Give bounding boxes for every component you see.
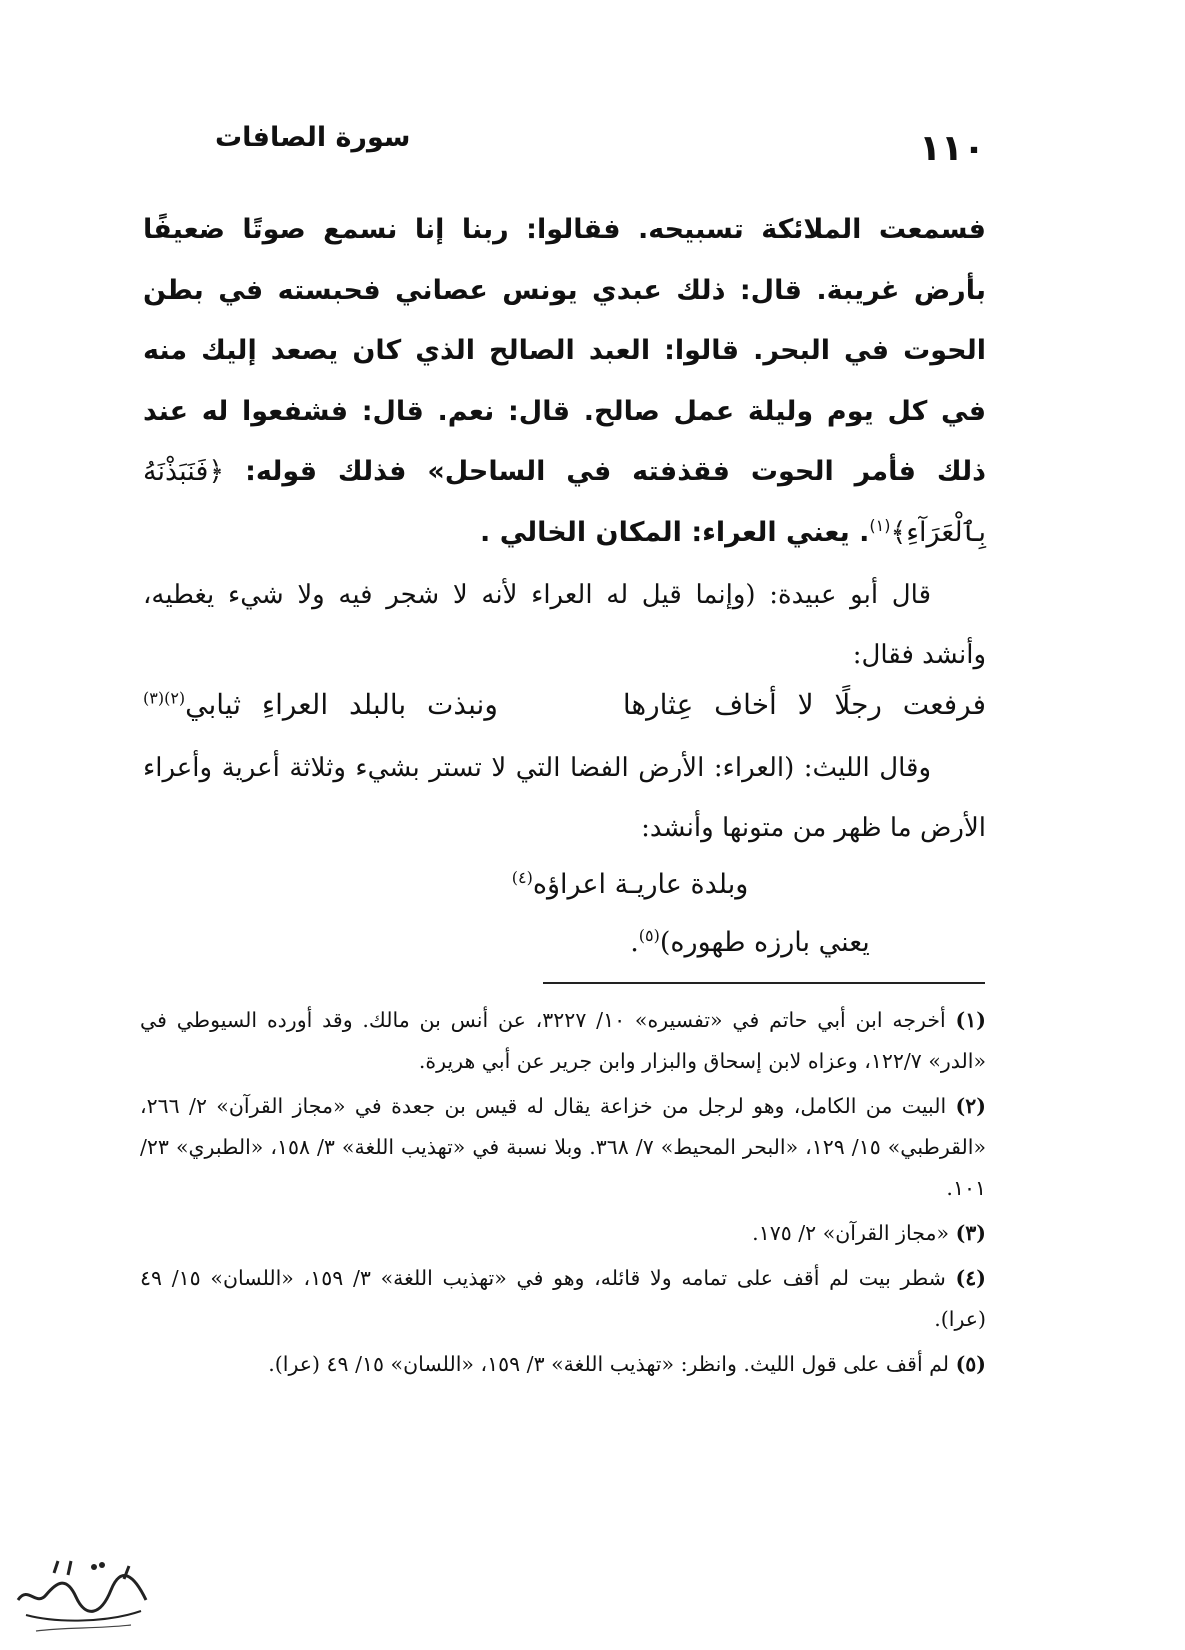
closing-period: . [630,927,639,958]
footnote-number: (١) [955,1008,986,1032]
footnote-text: البيت من الكامل، وهو لرجل من خزاعة يقال له قيس بن جعدة في «مجاز القرآن» ٢/ ٢٦٦، «القرطبي» ١٥/ ١٢٩، «البحر المحيط» ٧/ ٣٦٨. وبلا نسبة في «تهذيب اللغة» ٣/ ١٥٨، «الطبري» ٢٣/ ١٠١. [140,1094,987,1200]
main-paragraph [143,200,986,563]
verse-second-half: ونبذت بالبلد العراءِ ثيابي [185,688,498,721]
footnote-ref[interactable]: (١) [869,515,891,535]
footnote-item [140,1213,986,1254]
footnote-item [140,1258,986,1340]
footnote-text: أخرجه ابن أبي حاتم في «تفسيره» ١٠/ ٣٢٢٧، عن أنس بن مالك. وقد أورده السيوطي في «الدر» ١٢٢/٧، وعزاه لابن إسحاق والبزار وابن جرير عن أبي هريرة. [140,1008,986,1073]
layth-paragraph: وقال الليث: (العراء: الأرض الفضا التي لا تستر بشيء وثلاثة أعرية وأعراء الأرض ما ظهر من متونها وأنشد: [143,753,986,843]
footnote-item [140,1344,986,1385]
main-paragraph-text: فسمعت الملائكة تسبيحه. فقالوا: ربنا إنا نسمع صوتًا ضعيفًا بأرض غريبة. قال: ذلك عبدي يونس عصاني فحبسته في بطن الحوت في البحر. قالوا: العبد الصالح الذي كان يصعد إليك منه في كل يوم وليلة عمل صالح. قال: نعم. قال: فشفعوا له عند ذلك فأمر الحوت فقذفته في الساحل» فذلك قوله: [143,214,986,487]
quran-quote: ﴿فَنَبَذْنَهُ بِٱلْعَرَآءِ﴾ [143,456,986,548]
main-paragraph-continuation: . يعني العراء: المكان الخالي . [480,516,870,548]
closing-line [560,914,940,972]
footnote-number: (٣) [955,1221,986,1245]
footnote-text: لم أقف على قول الليث. وانظر: «تهذيب اللغة» ٣/ ١٥٩، «اللسان» ١٥/ ٤٩ (عرا). [268,1352,950,1376]
poetry-verse [143,675,986,735]
closing-text: يعني بارزه طهوره) [659,927,870,958]
footnote-number: (٥) [955,1352,986,1376]
footnote-text: شطر بيت لم أقف على تمامه ولا قائله، وهو في «تهذيب اللغة» ٣/ ١٥٩، «اللسان» ١٥/ ٤٩ (عرا). [140,1266,986,1331]
verse-text: وبلدة عاريـة اعراؤه [532,869,749,900]
abu-ubayda-paragraph: قال أبو عبيدة: (وإنما قيل له العراء لأنه لا شجر فيه ولا شيء يغطيه، وأنشد فقال: [143,580,986,670]
running-header-title: سورة الصافات [215,122,411,153]
footnotes-list [140,1000,986,1389]
footnote-text: «مجاز القرآن» ٢/ ١٧٥. [752,1221,950,1245]
footnote-item [140,1086,986,1209]
page-number: ١١٠ [919,128,985,169]
footnote-number: (٢) [955,1094,986,1118]
footnote-ref[interactable]: (٥) [638,926,660,945]
publisher-logo-icon [6,1545,156,1635]
footnote-item [140,1000,986,1082]
footnote-number: (٤) [955,1266,986,1290]
footnote-ref[interactable]: (٢)(٣) [143,688,186,708]
footnote-separator [543,982,985,984]
centered-verse [380,856,880,914]
footnote-ref[interactable]: (٤) [511,868,533,887]
verse-first-half: فرفعت رجلًا لا أخاف عِثارها [622,688,986,721]
